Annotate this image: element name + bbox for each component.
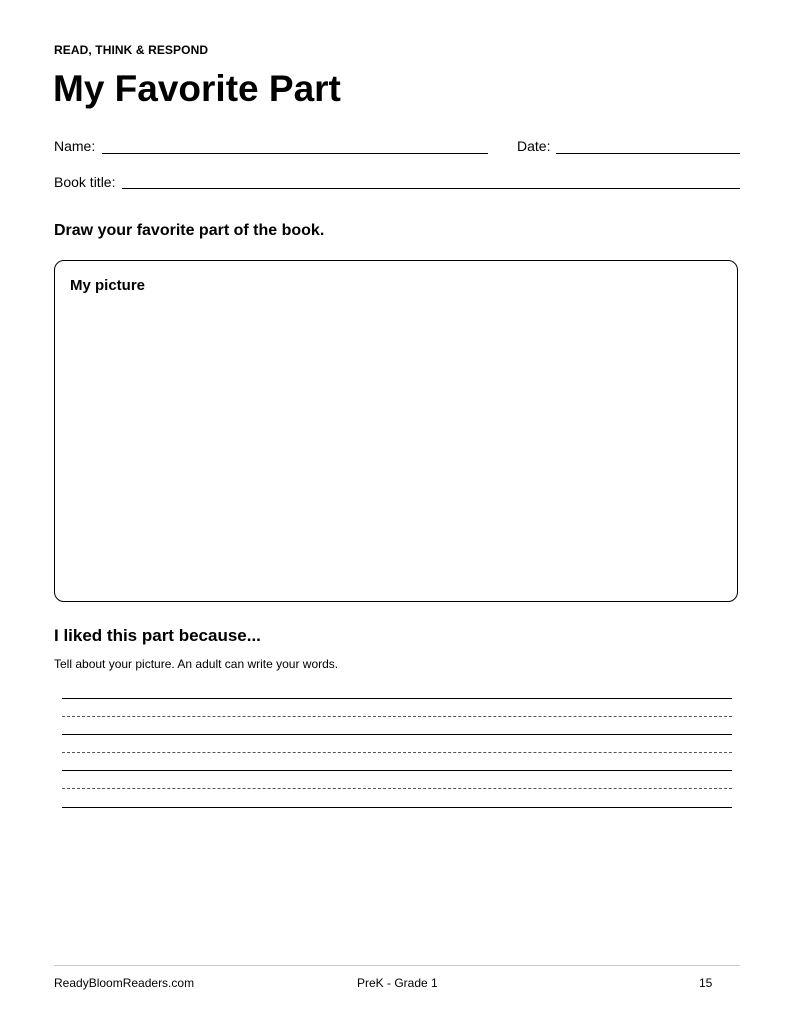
book-title-label: Book title: [54,174,116,190]
footer-site: ReadyBloomReaders.com [54,976,195,990]
section-kicker: READ, THINK & RESPOND [54,43,209,57]
name-label: Name: [54,138,96,154]
response-heading: I liked this part because... [54,626,261,645]
date-field[interactable] [556,153,740,154]
book-title-field[interactable] [122,188,740,189]
response-instructions: Tell about your picture. An adult can write your words. [54,657,339,671]
writing-line-midline [62,752,732,753]
drawing-prompt: Draw your favorite part of the book. [54,222,325,239]
writing-line-top[interactable] [62,698,732,699]
writing-line-midline [62,716,732,717]
footer-page-number: 15 [699,976,713,990]
page-title: My Favorite Part [53,68,341,109]
writing-line-base[interactable] [62,807,732,808]
writing-line-base[interactable] [62,734,732,735]
date-label: Date: [517,138,551,154]
footer-divider [54,965,740,966]
writing-line-base[interactable] [62,770,732,771]
writing-line-midline [62,788,732,789]
picture-box-label: My picture [70,277,146,294]
picture-drawing-box[interactable] [54,260,738,602]
footer-grade: PreK - Grade 1 [357,976,438,990]
name-field[interactable] [102,153,488,154]
